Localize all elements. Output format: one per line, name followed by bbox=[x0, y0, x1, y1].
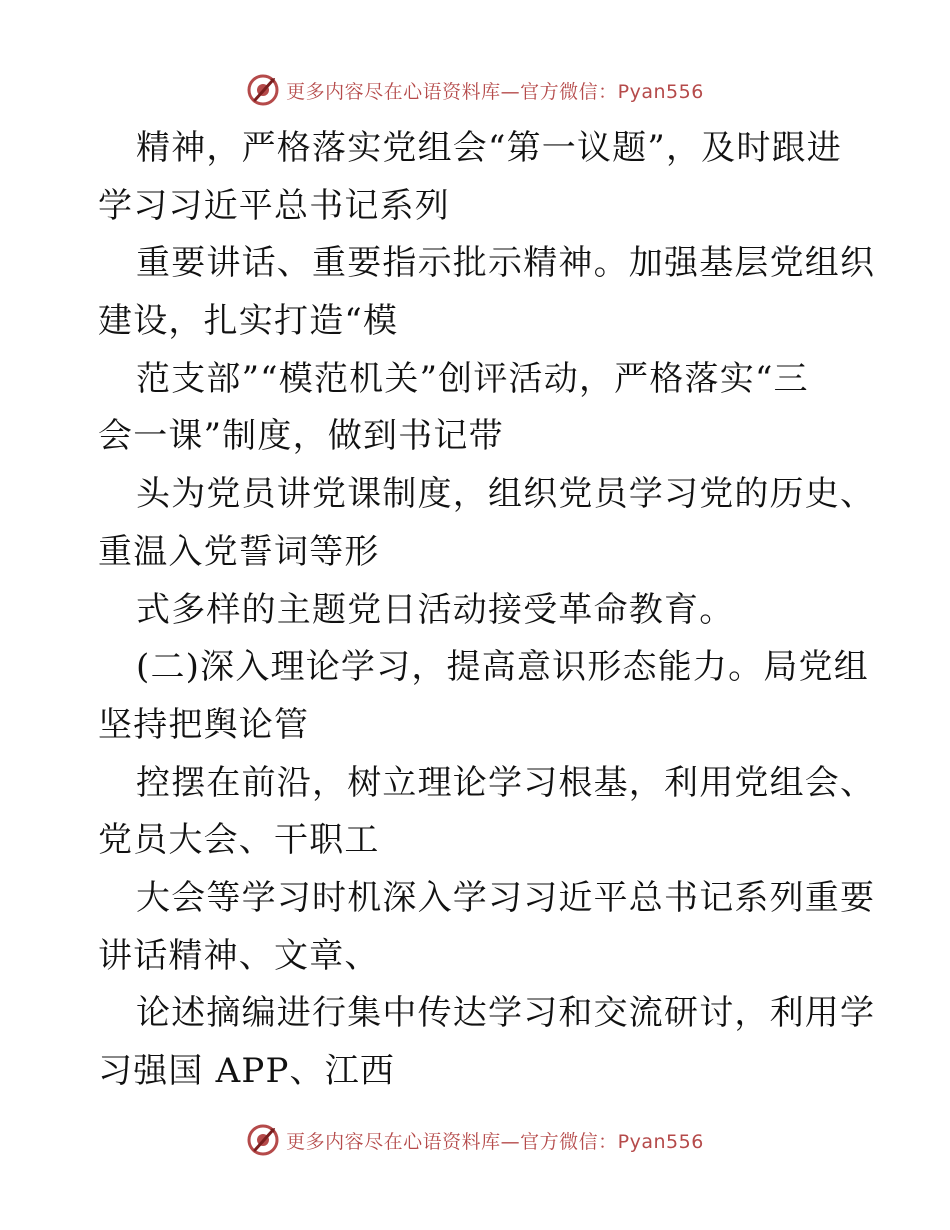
text-line: 大会等学习时机深入学习习近平总书记系列重要 bbox=[136, 877, 876, 918]
text-line: 控摆在前沿，树立理论学习根基，利用党组会、 bbox=[136, 762, 876, 803]
logo-icon bbox=[246, 1123, 280, 1157]
text-line: 论述摘编进行集中传达学习和交流研讨，利用学 bbox=[136, 993, 876, 1034]
text-line: 式多样的主题党日活动接受革命教育。 bbox=[136, 589, 735, 630]
text-line: 建设，扎实打造“模 bbox=[98, 301, 399, 342]
footer-watermark bbox=[0, 1120, 950, 1160]
text-line: 精神，严格落实党组会“第一议题”，及时跟进 bbox=[136, 128, 842, 168]
text-line: 学习习近平总书记系列 bbox=[98, 185, 450, 226]
watermark-text: 更多内容尽在心语资料库—官方微信：Pyan556 bbox=[286, 80, 704, 103]
text-line: 头为党员讲党课制度，组织党员学习党的历史、 bbox=[136, 474, 876, 515]
text-line: 范支部”“模范机关”创评活动，严格落实“三 bbox=[136, 358, 809, 399]
text-line: 重要讲话、重要指示批示精神。加强基层党组织 bbox=[136, 243, 876, 284]
text-line: 讲话精神、文章、 bbox=[98, 935, 380, 976]
text-line: (二)深入理论学习，提高意识形态能力。局党组 bbox=[136, 647, 869, 688]
text-line: 党员大会、干职工 bbox=[98, 820, 380, 861]
text-line: 坚持把舆论管 bbox=[98, 704, 310, 745]
header-watermark bbox=[0, 70, 950, 110]
text-line: 习强国 APP、江西 bbox=[98, 1051, 396, 1091]
watermark-text: 更多内容尽在心语资料库—官方微信：Pyan556 bbox=[286, 1130, 704, 1153]
text-line: 重温入党誓词等形 bbox=[98, 531, 380, 572]
document-body bbox=[98, 120, 876, 1101]
logo-icon bbox=[246, 73, 280, 107]
text-line: 会一课”制度，做到书记带 bbox=[98, 416, 504, 457]
